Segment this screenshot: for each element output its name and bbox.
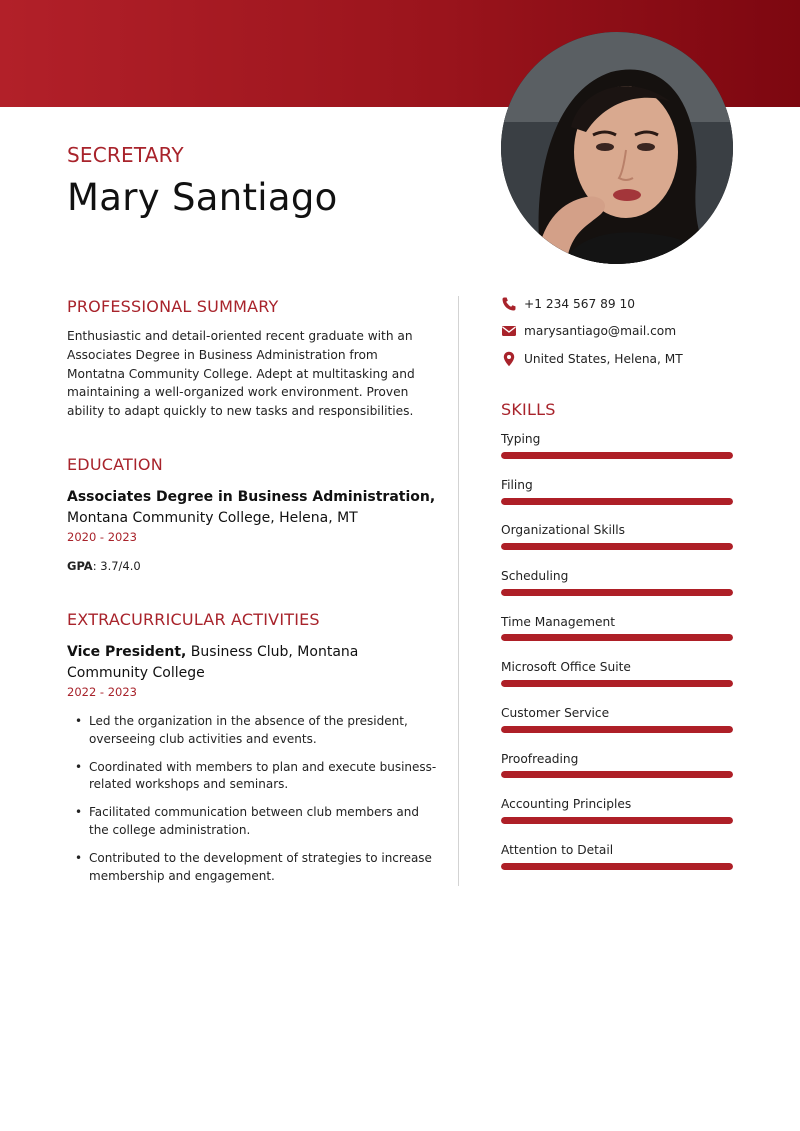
contact-phone [501, 295, 635, 313]
activity-bullets [67, 713, 437, 895]
list-item: • Contributed to the development of strategies to increase membership and engagement. [67, 850, 437, 886]
skill-label: Microsoft Office Suite [501, 660, 631, 674]
activity-entry [67, 642, 397, 683]
skill-bar-fill [501, 452, 733, 459]
skill-bar [501, 634, 733, 641]
skill-bar [501, 498, 733, 505]
skill-label: Proofreading [501, 752, 579, 766]
skill-bar-fill [501, 543, 733, 550]
phone-text: +1 234 567 89 10 [524, 297, 636, 311]
gpa-label: GPA [67, 559, 93, 573]
education-section-title: EDUCATION [67, 455, 163, 474]
skill-bar [501, 726, 733, 733]
skill-label: Filing [501, 478, 533, 492]
phone-icon [501, 296, 517, 312]
skill-bar-fill [501, 817, 733, 824]
skill-bar [501, 863, 733, 870]
activity-org: Business Club, Montana Community College [67, 644, 359, 681]
skill-bar-fill [501, 771, 733, 778]
location-text: United States, Helena, MT [524, 352, 683, 366]
activity-role: Vice President, [67, 644, 187, 660]
skill-bar-fill [501, 680, 733, 687]
skill-bar [501, 543, 733, 550]
skills-section-title: SKILLS [501, 400, 556, 419]
skill-bar [501, 771, 733, 778]
degree-name: Associates Degree in Business Administration, [67, 489, 436, 505]
gpa [67, 559, 141, 573]
contact-email [501, 322, 676, 340]
list-item: • Coordinated with members to plan and execute business-related workshops and seminars. [67, 759, 437, 795]
skill-bar-fill [501, 498, 733, 505]
column-divider [458, 296, 459, 886]
school-name: Montana Community College, Helena, MT [67, 509, 358, 526]
contact-location [501, 350, 683, 368]
profile-photo [501, 32, 733, 264]
summary-section-title: PROFESSIONAL SUMMARY [67, 297, 279, 316]
education-dates: 2020 - 2023 [67, 530, 137, 544]
summary-text: Enthusiastic and detail-oriented recent graduate with an Associates Degree in Business Administration from Montatna Community College. Adept at multitasking and maintaining a well-organized work environment. Proven ability to adapt quickly to new tasks and responsibilities. [67, 329, 415, 419]
job-title: SECRETARY [67, 143, 184, 167]
candidate-name: Mary Santiago [67, 176, 338, 219]
skill-bar-fill [501, 726, 733, 733]
list-item: • Facilitated communication between club members and the college administration. [67, 804, 437, 840]
education-entry [67, 487, 437, 528]
map-pin-icon [501, 351, 517, 367]
skill-label: Organizational Skills [501, 523, 625, 537]
skill-bar [501, 680, 733, 687]
gpa-value: : 3.7/4.0 [92, 559, 141, 573]
skill-bar [501, 452, 733, 459]
email-text: marysantiago@mail.com [524, 324, 677, 338]
skill-label: Attention to Detail [501, 843, 614, 857]
skill-label: Scheduling [501, 569, 569, 583]
activities-section-title: EXTRACURRICULAR ACTIVITIES [67, 610, 320, 629]
skill-bar [501, 817, 733, 824]
envelope-icon [501, 323, 517, 339]
skill-bar-fill [501, 863, 733, 870]
skill-label: Typing [501, 432, 541, 446]
skill-bar-fill [501, 634, 733, 641]
list-item: • Led the organization in the absence of the president, overseeing club activities and events. [67, 713, 437, 749]
skill-bar-fill [501, 589, 733, 596]
activity-dates: 2022 - 2023 [67, 685, 137, 699]
skill-label: Accounting Principles [501, 797, 632, 811]
skill-bar [501, 589, 733, 596]
skill-label: Customer Service [501, 706, 610, 720]
skill-label: Time Management [501, 615, 615, 629]
